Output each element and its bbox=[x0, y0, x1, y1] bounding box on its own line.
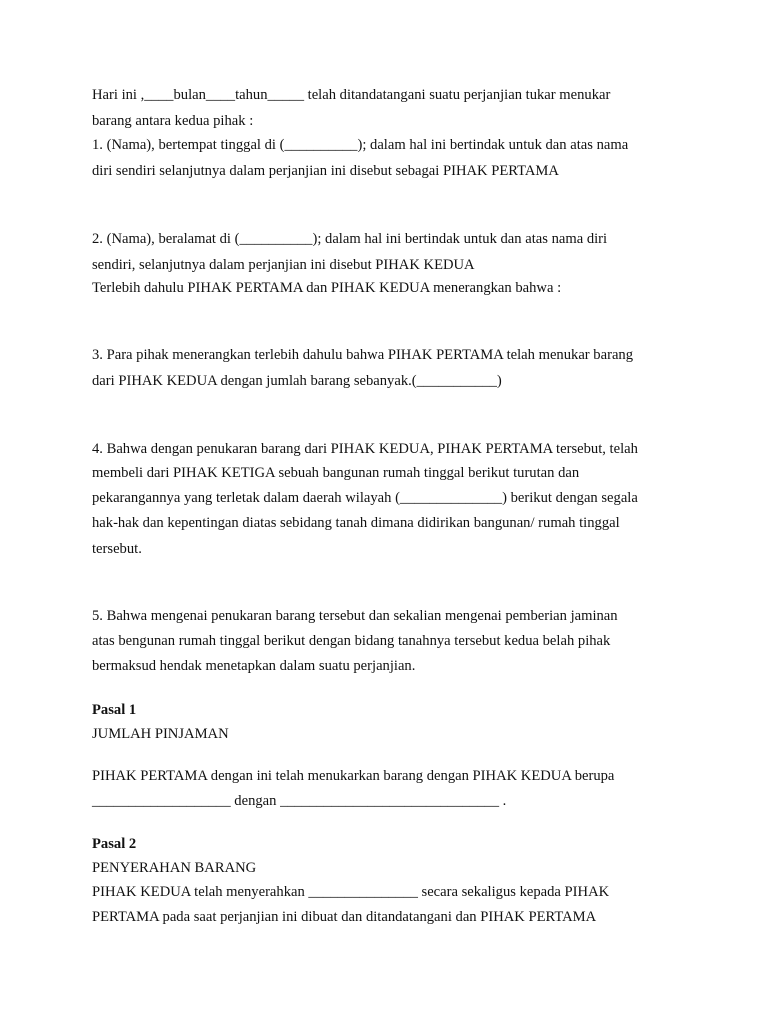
pasal-1-heading: Pasal 1 bbox=[92, 702, 137, 718]
item-3-line-2: dari PIHAK KEDUA dengan jumlah barang sebanyak.(___________) bbox=[92, 373, 502, 389]
item-2-line-2: sendiri, selanjutnya dalam perjanjian ini disebut PIHAK KEDUA bbox=[92, 257, 475, 273]
item-5-line-2: atas bengunan rumah tinggal berikut dengan bidang tanahnya tersebut kedua belah pihak bbox=[92, 633, 611, 649]
item-4-line-2: membeli dari PIHAK KETIGA sebuah bangunan rumah tinggal berikut turutan dan bbox=[92, 465, 580, 481]
pasal-1-line-1: PIHAK PERTAMA dengan ini telah menukarkan barang dengan PIHAK KEDUA berupa bbox=[92, 768, 615, 784]
opening-line-1: Hari ini ,____bulan____tahun_____ telah ditandatangani suatu perjanjian tukar menukar bbox=[92, 87, 611, 103]
item-2-line-1: 2. (Nama), beralamat di (__________); dalam hal ini bertindak untuk dan atas nama diri bbox=[92, 231, 608, 247]
pasal-2-line-1: PIHAK KEDUA telah menyerahkan _______________ secara sekaligus kepada PIHAK bbox=[92, 884, 610, 900]
item-1-line-1: 1. (Nama), bertempat tinggal di (__________); dalam hal ini bertindak untuk dan atas nama bbox=[92, 137, 629, 153]
pasal-2-heading: Pasal 2 bbox=[92, 836, 137, 852]
item-3-line-1: 3. Para pihak menerangkan terlebih dahulu bahwa PIHAK PERTAMA telah menukar barang bbox=[92, 347, 634, 363]
pasal-1-line-2: ___________________ dengan ______________________________ . bbox=[92, 793, 507, 809]
pasal-2-line-2: PERTAMA pada saat perjanjian ini dibuat dan ditandatangani dan PIHAK PERTAMA bbox=[92, 909, 597, 925]
item-4-line-4: hak-hak dan kepentingan diatas sebidang tanah dimana didirikan bangunan/ rumah tinggal bbox=[92, 515, 620, 531]
pasal-2-title: PENYERAHAN BARANG bbox=[92, 860, 257, 876]
item-4-line-1: 4. Bahwa dengan penukaran barang dari PIHAK KEDUA, PIHAK PERTAMA tersebut, telah bbox=[92, 441, 638, 457]
item-4-line-3: pekarangannya yang terletak dalam daerah wilayah (______________) berikut dengan segala bbox=[92, 490, 638, 506]
item-1-line-2: diri sendiri selanjutnya dalam perjanjian ini disebut sebagai PIHAK PERTAMA bbox=[92, 163, 559, 179]
item-4-line-5: tersebut. bbox=[92, 541, 142, 557]
item-5-line-1: 5. Bahwa mengenai penukaran barang tersebut dan sekalian mengenai pemberian jaminan bbox=[92, 608, 618, 624]
pasal-1-title: JUMLAH PINJAMAN bbox=[92, 726, 229, 742]
opening-line-2: barang antara kedua pihak : bbox=[92, 113, 254, 129]
item-2-line-3: Terlebih dahulu PIHAK PERTAMA dan PIHAK KEDUA menerangkan bahwa : bbox=[92, 280, 562, 296]
item-5-line-3: bermaksud hendak menetapkan dalam suatu perjanjian. bbox=[92, 658, 416, 674]
